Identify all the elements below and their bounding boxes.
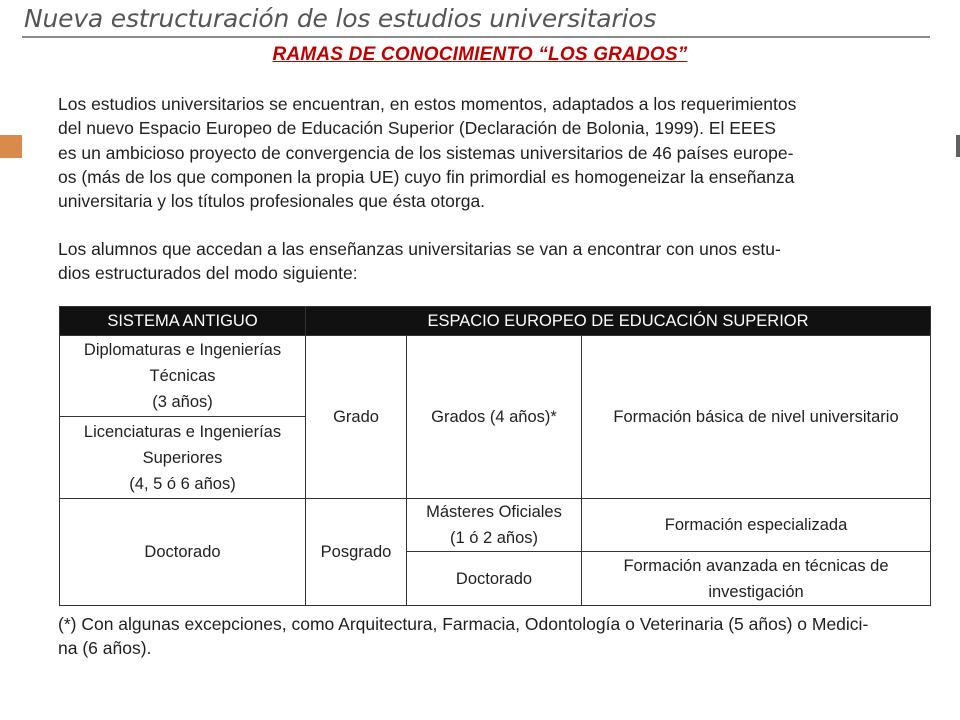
footnote bbox=[58, 612, 930, 661]
degree-structure-table bbox=[59, 306, 931, 606]
footnote-line: (*) Con algunas excepciones, como Arquitectura, Farmacia, Odontología o Veterinaria (5 años) o Medici- bbox=[58, 614, 869, 634]
old-licenciaturas-cell: Licenciaturas e Ingenierías Superiores (4, 5 ó 6 años) bbox=[60, 417, 306, 499]
slide-title: RAMAS DE CONOCIMIENTO “LOS GRADOS” bbox=[272, 44, 688, 65]
old-doctorado-cell: Doctorado bbox=[60, 499, 306, 606]
paragraph-line: Los estudios universitarios se encuentran, en estos momentos, adaptados a los requerimientos bbox=[58, 94, 797, 114]
header-rule bbox=[22, 36, 930, 38]
level-posgrado-cell: Posgrado bbox=[306, 499, 407, 606]
training-advanced-cell: Formación avanzada en técnicas de investigación bbox=[582, 552, 931, 606]
header-eees: ESPACIO EUROPEO DE EDUCACIÓN SUPERIOR bbox=[306, 307, 931, 336]
table-row bbox=[60, 336, 931, 417]
degree-grados-cell: Grados (4 años)* bbox=[407, 336, 582, 499]
footnote-line: na (6 años). bbox=[58, 638, 152, 659]
degree-doctorado-cell: Doctorado bbox=[407, 552, 582, 606]
paragraph-line: Los alumnos que accedan a las enseñanzas universitarias se van a encontrar con unos estu- bbox=[58, 239, 781, 259]
paragraph-line: os (más de los que componen la propia UE) cuyo fin primordial es homogeneizar la enseñanza bbox=[58, 166, 795, 187]
training-specialized-cell: Formación especializada bbox=[582, 499, 931, 552]
training-basic-cell: Formación básica de nivel universitario bbox=[582, 336, 931, 499]
intro-paragraph bbox=[58, 92, 930, 213]
edge-marker bbox=[956, 135, 960, 157]
structure-paragraph bbox=[58, 237, 930, 286]
level-grado-cell: Grado bbox=[306, 336, 407, 499]
degree-masteres-cell: Másteres Oficiales (1 ó 2 años) bbox=[407, 499, 582, 552]
paragraph-line: del nuevo Espacio Europeo de Educación Superior (Declaración de Bolonia, 1999). El EEES bbox=[58, 118, 776, 139]
table-header-row bbox=[60, 307, 931, 336]
paragraph-line: universitaria y los títulos profesionales que ésta otorga. bbox=[58, 191, 486, 212]
header-old-system: SISTEMA ANTIGUO bbox=[60, 307, 306, 336]
paragraph-line: dios estructurados del modo siguiente: bbox=[58, 263, 358, 284]
header-title: Nueva estructuración de los estudios universitarios bbox=[24, 4, 657, 33]
paragraph-line: es un ambicioso proyecto de convergencia de los sistemas universitarios de 46 países europe- bbox=[58, 142, 794, 163]
old-diplomaturas-cell: Diplomaturas e Ingenierías Técnicas (3 años) bbox=[60, 336, 306, 417]
accent-square bbox=[0, 135, 22, 158]
table-row bbox=[60, 499, 931, 552]
